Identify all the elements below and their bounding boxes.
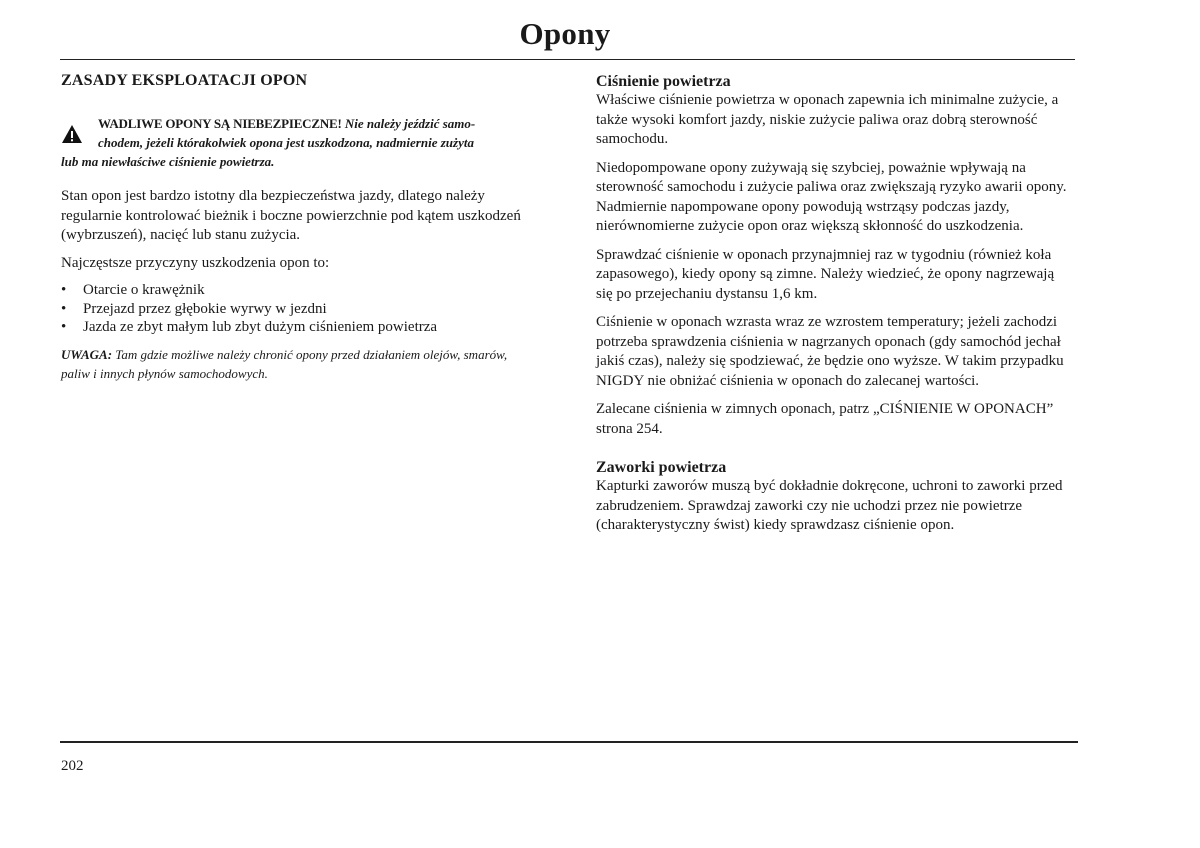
note-paragraph [61, 345, 531, 383]
bullet-icon: • [61, 319, 67, 335]
bullet-icon: • [61, 300, 67, 317]
list-item: • Przejazd przez głębokie wyrwy w jezdni [61, 300, 327, 317]
list-item: • Otarcie o krawężnik [61, 282, 205, 298]
causes-list [61, 281, 531, 337]
paragraph-pressure-5: Zalecane ciśnienia w zimnych oponach, patrz „CIŚNIENIE W OPONACH” strona 254. [596, 401, 1054, 437]
note-text: Tam gdzie możliwe należy chronić opony przed działaniem olejów, smarów, paliw i innych płynów samochodowych. [61, 346, 508, 381]
left-column [61, 72, 531, 383]
footer-rule [60, 741, 1078, 743]
heading-valves: Zaworki powietrza [596, 459, 727, 476]
paragraph-pressure-2: Niedopompowane opony zużywają się szybciej, poważnie wpływają na sterowność samochodu i zużycie paliwa oraz zwiększają ryzyko awarii opony. Nadmiernie napompowane opony powodują wstrząsy podczas jazdy, nierównomierne zużycie opon oraz większą skłonność do uszkodzenia. [596, 159, 1067, 234]
paragraph-pressure-1: Właściwe ciśnienie powietrza w oponach zapewnia ich minimalne zużycie, a także wysoki komfort jazdy, niskie zużycie paliwa oraz dobrą sterowność samochodu. [596, 92, 1059, 147]
paragraph-pressure-4: Ciśnienie w oponach wzrasta wraz ze wzrostem temperatury; jeżeli zachodzi potrzeba sprawdzenia ciśnienia w nagrzanych oponach (gdy samochód jechał jakiś czas), należy się spodziewać, że będzie ono wyższe. W takim przypadku NIGDY nie obniżać ciśnienia w oponach do zalecanej wartości. [596, 314, 1064, 389]
warning-line1: Nie należy jeździć samo- [341, 116, 476, 131]
header-rule [60, 59, 1075, 60]
warning-triangle-icon [61, 124, 83, 144]
warning-block [61, 114, 531, 171]
warning-line3: lub ma niewłaściwe ciśnienie powietrza. [61, 154, 275, 169]
page-title: Opony [519, 16, 611, 51]
bullet-icon: • [61, 282, 67, 298]
paragraph-causes-intro: Najczęstsze przyczyny uszkodzenia opon to: [61, 254, 330, 271]
warning-line2: chodem, jeżeli którakolwiek opona jest uszkodzona, nadmiernie zużyta [98, 135, 474, 150]
paragraph-tire-condition: Stan opon jest bardzo istotny dla bezpieczeństwa jazdy, dlatego należy regularnie kontrolować bieżnik i boczne powierzchnie pod kątem uszkodzeń (wybrzuszeń), nacięć lub stanu zużycia. [61, 188, 521, 243]
section-heading-tire-rules: ZASADY EKSPLOATACJI OPON [61, 72, 308, 89]
right-column [596, 73, 1071, 545]
paragraph-pressure-3: Sprawdzać ciśnienie w oponach przynajmniej raz w tygodniu (również koła zapasowego), kiedy opony są zimne. Należy wiedzieć, że opony nagrzewają się po przejechaniu dystansu 1,6 km. [596, 246, 1055, 302]
paragraph-valves: Kapturki zaworów muszą być dokładnie dokręcone, uchroni to zaworki przed zabrudzeniem. Sprawdzaj zaworki czy nie uchodzi przez nie powietrze (charakterystyczny świst) kiedy sprawdzasz ciśnienie opon. [596, 478, 1063, 533]
note-label: UWAGA: [61, 346, 113, 362]
warning-caps: WADLIWE OPONY SĄ NIEBEZPIECZNE! [98, 116, 342, 131]
heading-air-pressure: Ciśnienie powietrza [596, 73, 731, 90]
page-number: 202 [61, 758, 84, 774]
list-item: • Jazda ze zbyt małym lub zbyt dużym ciśnieniem powietrza [61, 319, 438, 335]
